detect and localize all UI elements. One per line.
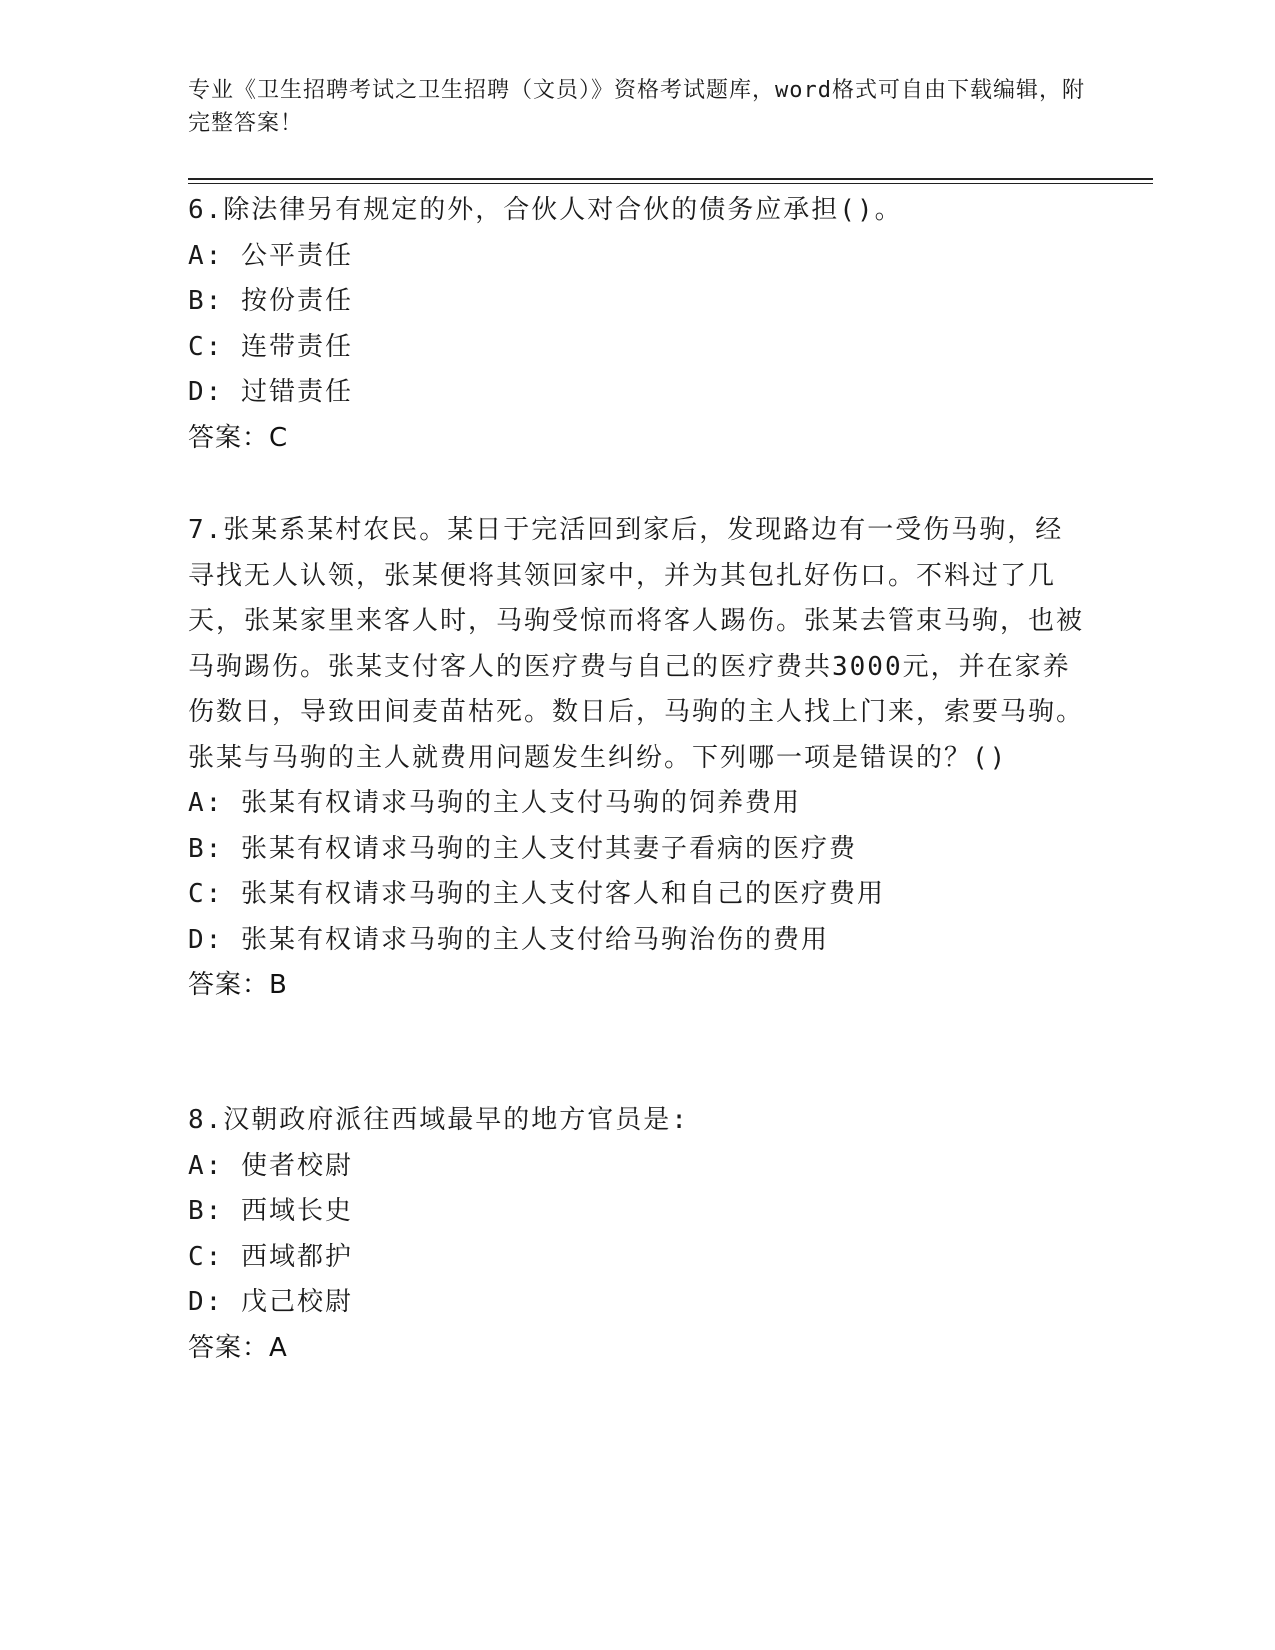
option-d: D: 张某有权请求马驹的主人支付给马驹治伤的费用: [188, 924, 829, 955]
question-stem: 8.汉朝政府派往西域最早的地方官员是:: [188, 1105, 689, 1135]
option-a: A: 公平责任: [188, 240, 353, 271]
answer-line: 答案：A: [188, 1332, 288, 1363]
question-block: [188, 188, 1088, 461]
option-list: [188, 1144, 1088, 1326]
question-block: [188, 508, 1088, 1009]
option-b: B: 西域长史: [188, 1196, 353, 1226]
option-c: C: 西域都护: [188, 1241, 353, 1272]
question-stem: 7.张某系某村农民。某日于完活回到家后，发现路边有一受伤马驹，经寻找无人认领，张某便将其领回家中，并为其包扎好伤口。不料过了几天，张某家里来客人时，马驹受惊而将客人踢伤。张某去管束马驹，也被马驹踢伤。张某支付客人的医疗费与自己的医疗费共3000元，并在家养伤数日，导致田间麦苗枯死。数日后，马驹的主人找上门来，索要马驹。张某与马驹的主人就费用问题发生纠纷。下列哪一项是错误的？(): [188, 515, 1085, 773]
header-divider: [188, 178, 1153, 184]
answer-line: 答案：C: [188, 422, 289, 453]
option-c: C: 张某有权请求马驹的主人支付客人和自己的医疗费用: [188, 879, 885, 909]
answer-line: 答案：B: [188, 970, 288, 1000]
option-list: [188, 234, 1088, 416]
document-header: 专业《卫生招聘考试之卫生招聘（文员）》资格考试题库，word格式可自由下载编辑，附完整答案！: [188, 78, 1085, 136]
question-block: [188, 1098, 1088, 1371]
option-c: C: 连带责任: [188, 331, 353, 362]
option-b: B: 按份责任: [188, 286, 353, 316]
option-a: A: 张某有权请求马驹的主人支付马驹的饲养费用: [188, 788, 801, 818]
option-a: A: 使者校尉: [188, 1150, 353, 1181]
option-b: B: 张某有权请求马驹的主人支付其妻子看病的医疗费: [188, 833, 857, 864]
option-d: D: 戊己校尉: [188, 1287, 353, 1317]
question-stem: 6.除法律另有规定的外，合伙人对合伙的债务应承担()。: [188, 195, 903, 225]
option-d: D: 过错责任: [188, 377, 353, 407]
option-list: [188, 781, 1088, 963]
